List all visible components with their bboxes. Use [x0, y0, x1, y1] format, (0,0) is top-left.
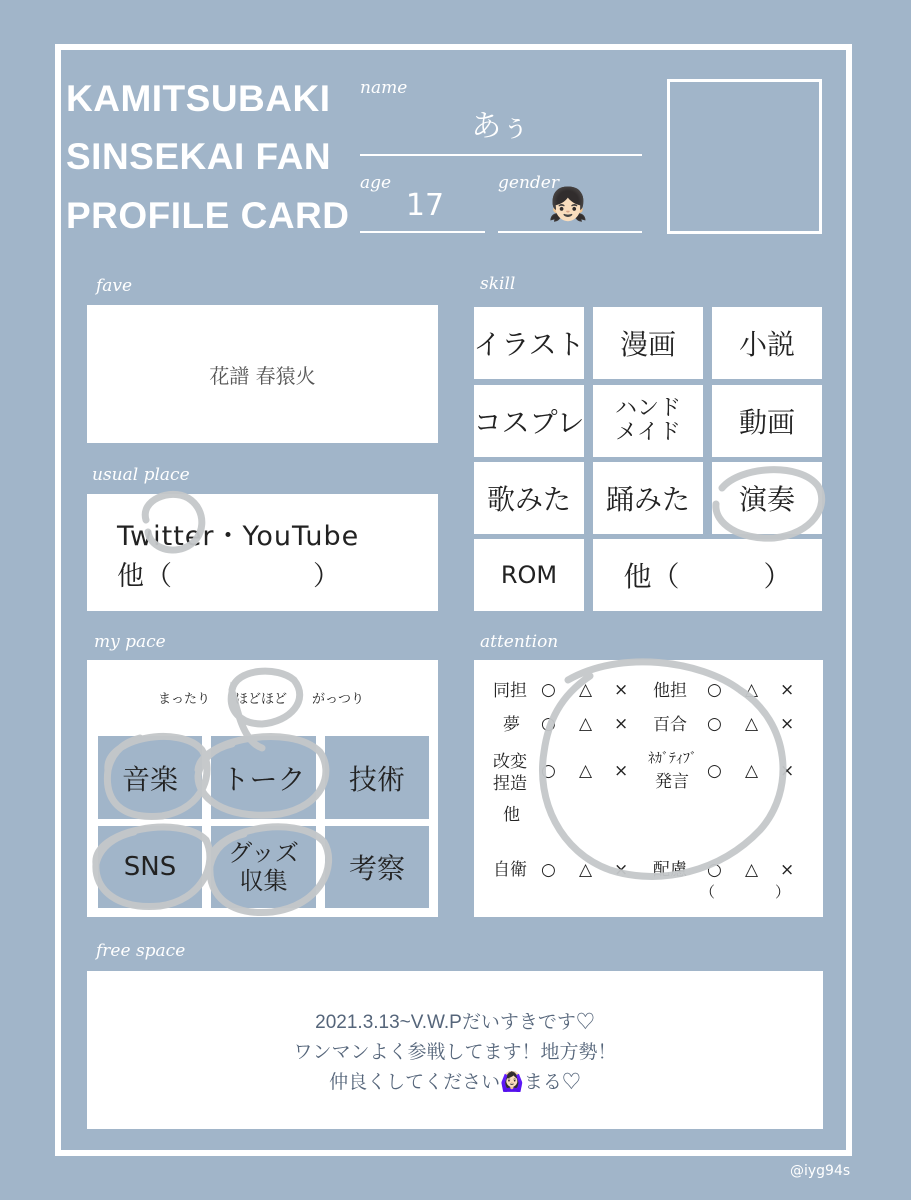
pace-music: 音楽 [98, 736, 202, 819]
label-attention: attention [480, 632, 559, 652]
mark-x: × [614, 761, 629, 781]
title-line-3: PROFILE CARD [66, 195, 350, 236]
label-skill: skill [480, 274, 516, 294]
circle-goods [210, 827, 329, 913]
mark-o: ○ [541, 761, 556, 781]
circle-music [107, 736, 207, 816]
usual-place-line-1: Twitter・YouTube [117, 521, 360, 552]
mark-o: ○ [541, 860, 556, 880]
label-free-space: free space [96, 941, 186, 961]
att-paren: （ ） [700, 883, 791, 901]
att-label-hatsugen: 発言 [655, 772, 689, 792]
label-usual-place: usual place [92, 465, 190, 485]
att-label-negative: ﾈｶﾞﾃｨﾌﾞ [648, 751, 697, 767]
skill-rom: ROM [474, 539, 584, 611]
mark-triangle: △ [745, 714, 759, 734]
mark-o: ○ [707, 761, 722, 781]
att-label-doutan: 同担 [493, 681, 527, 701]
mark-o: ○ [541, 680, 556, 700]
mark-triangle: △ [579, 860, 593, 880]
mark-x: × [780, 680, 795, 700]
att-label-jiei: 自衛 [493, 860, 527, 880]
att-label-kaihen: 改変 [493, 752, 527, 772]
label-gender: gender [498, 173, 559, 193]
mark-x: × [614, 860, 629, 880]
label-age: age [360, 173, 392, 193]
mark-o: ○ [707, 680, 722, 700]
pace-goods-line-2: 収集 [239, 867, 288, 895]
circle-ensou [716, 470, 822, 538]
pace-goods-line-1: グッズ [228, 839, 299, 867]
mark-triangle: △ [745, 761, 759, 781]
mark-x: × [780, 714, 795, 734]
pace-analysis: 考察 [325, 826, 429, 908]
label-fave: fave [96, 276, 133, 296]
pace-scale-2: ほどほど [235, 692, 288, 707]
mark-triangle: △ [579, 714, 593, 734]
name-value: あぅ [471, 109, 531, 144]
skill-odottemita: 踊みた [593, 462, 703, 534]
usual-place-line-2: 他（ ） [117, 561, 341, 592]
skill-cosplay: コスプレ [474, 385, 584, 457]
pace-talk: トーク [211, 736, 316, 819]
free-space-line-2: ワンマンよく参戦してます！地方勢！ [293, 1042, 617, 1063]
circle-sns [96, 827, 210, 906]
mark-triangle: △ [579, 680, 593, 700]
skill-illust: イラスト [474, 307, 584, 379]
mark-o: ○ [707, 714, 722, 734]
circle-attention [541, 662, 782, 880]
pace-scale-1: まったり [158, 692, 211, 707]
gender-emoji: 👧🏻 [548, 185, 588, 223]
mark-o: ○ [707, 860, 722, 880]
title-line-2: SINSEKAI FAN [66, 136, 332, 177]
att-label-tatan: 他担 [653, 681, 687, 701]
skill-handmade-line-1: ハンド [614, 396, 681, 421]
att-label-netsuzou: 捏造 [493, 774, 527, 794]
mark-x: × [780, 860, 795, 880]
mark-triangle: △ [579, 761, 593, 781]
circle-twitter [145, 494, 202, 550]
att-label-hairyo: 配慮 [653, 860, 687, 880]
pace-scale-3: がっつり [312, 692, 365, 707]
skill-video: 動画 [712, 385, 822, 457]
skill-performance: 演奏 [712, 462, 822, 534]
age-value: 17 [405, 188, 445, 223]
mark-x: × [614, 714, 629, 734]
mark-triangle: △ [745, 860, 759, 880]
skill-utattemita: 歌みた [474, 462, 584, 534]
mark-triangle: △ [745, 680, 759, 700]
att-label-yuri: 百合 [653, 715, 687, 735]
skill-novel: 小説 [712, 307, 822, 379]
skill-other: 他（ ） [593, 539, 822, 611]
credit-handle: @iyg94s [790, 1163, 851, 1179]
skill-manga: 漫画 [593, 307, 703, 379]
mark-o: ○ [541, 714, 556, 734]
mark-x: × [780, 761, 795, 781]
label-name: name [360, 78, 408, 98]
title-line-1: KAMITSUBAKI [66, 78, 331, 119]
skill-handmade-line-2: メイド [615, 420, 681, 445]
mark-x: × [614, 680, 629, 700]
free-space-line-1: 2021.3.13~V.W.Pだいすきです♡ [315, 1012, 595, 1033]
label-my-pace: my pace [94, 632, 166, 652]
att-label-yume: 夢 [503, 715, 520, 735]
fave-value: 花譜 春猿火 [209, 363, 316, 388]
pace-sns: SNS [98, 826, 202, 908]
att-label-other: 他 [503, 805, 520, 825]
free-space-line-3: 仲良くしてください🙆🏻‍♀️まる♡ [329, 1072, 581, 1093]
pace-skill: 技術 [325, 736, 429, 819]
